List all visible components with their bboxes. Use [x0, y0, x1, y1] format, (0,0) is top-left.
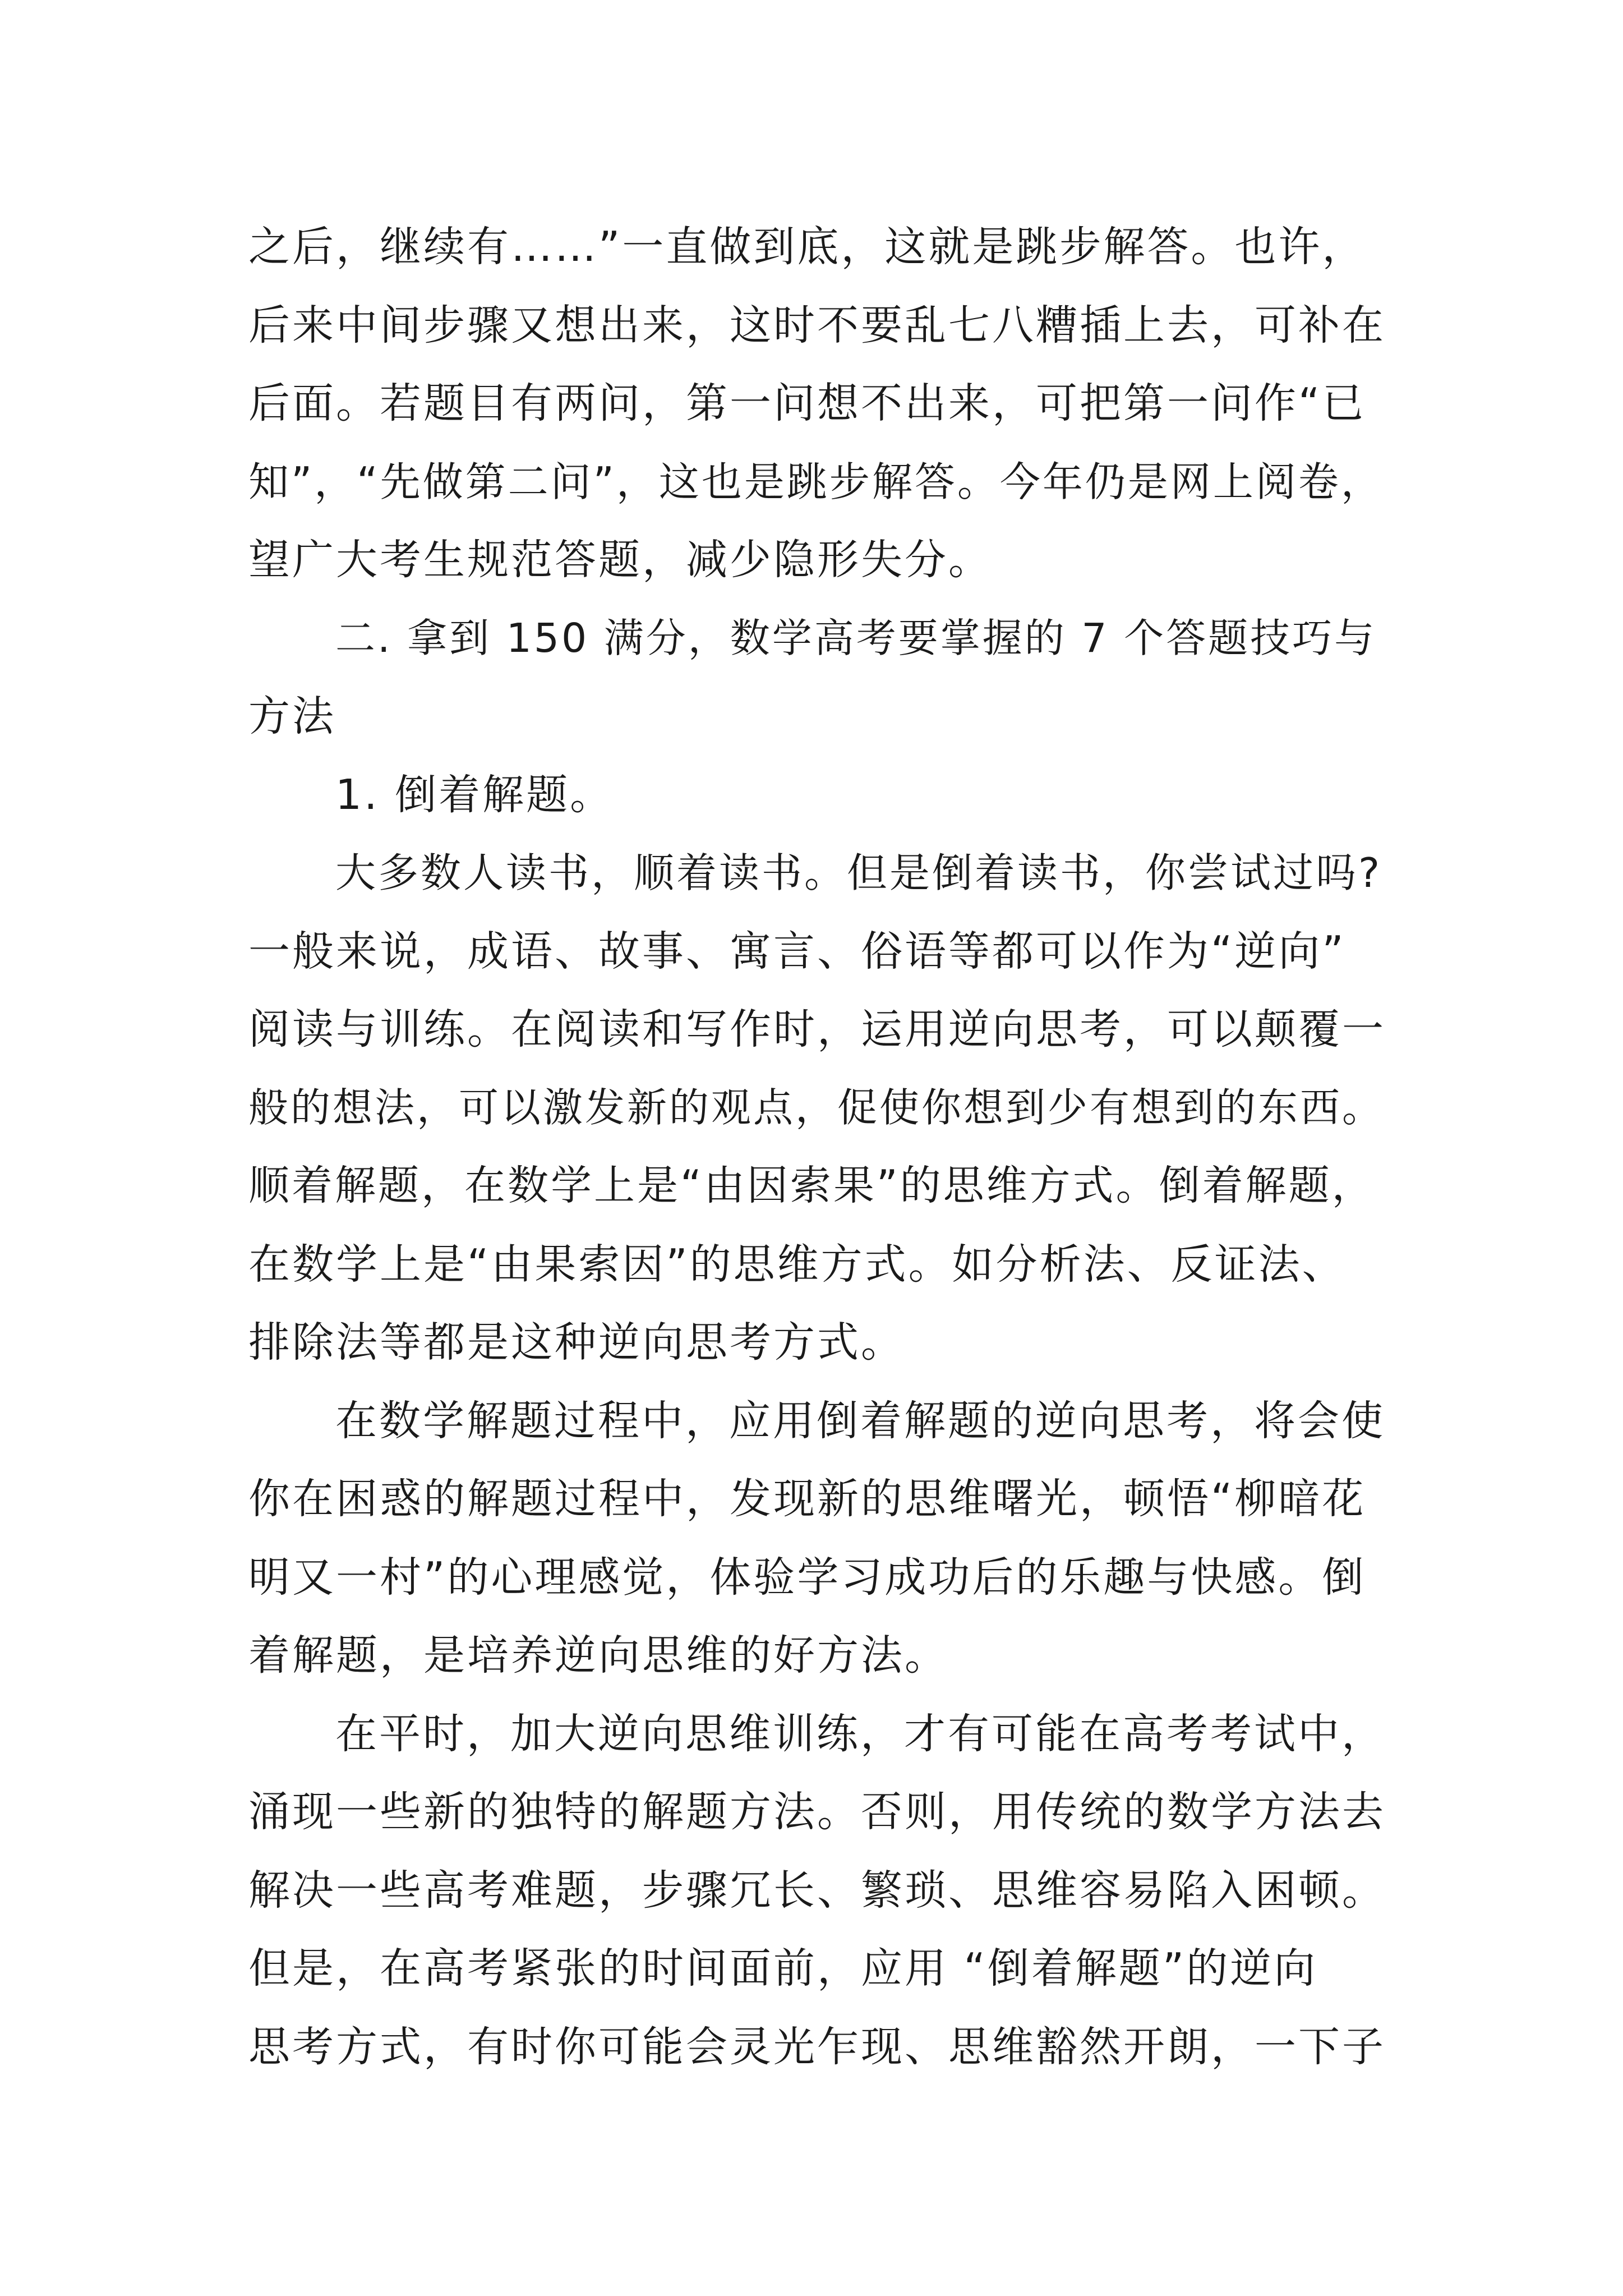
text-line: 思考方式，有时你可能会灵光乍现、思维豁然开朗，一下子 — [248, 2023, 1386, 2071]
text-line: 但是，在高考紧张的时间面前，应用 “倒着解题”的逆向 — [248, 1944, 1318, 1993]
text-line: 阅读与训练。在阅读和写作时，运用逆向思考，可以颠覆一 — [248, 1005, 1386, 1053]
text-line: 在平时，加大逆向思维训练，才有可能在高考考试中， — [335, 1710, 1385, 1758]
text-line: 顺着解题，在数学上是“由因索果”的思维方式。倒着解题， — [248, 1162, 1375, 1209]
text-line: 后来中间步骤又想出来，这时不要乱七八糟插上去，可补在 — [248, 301, 1386, 349]
text-line: 你在困惑的解题过程中，发现新的思维曙光，顿悟“柳暗花 — [248, 1475, 1366, 1523]
text-line: 在数学上是“由果索因”的思维方式。如分析法、反证法、 — [248, 1240, 1346, 1289]
text-line: 知”，“先做第二问”，这也是跳步解答。今年仍是网上阅卷， — [248, 458, 1384, 505]
subsection-heading: 1. 倒着解题。 — [335, 771, 614, 819]
text-line: 解决一些高考难题，步骤冗长、繁琐、思维容易陷入困顿。 — [248, 1866, 1386, 1915]
text-line: 排除法等都是这种逆向思考方式。 — [248, 1318, 905, 1366]
text-line: 一般来说，成语、故事、寓言、俗语等都可以作为“逆向” — [248, 927, 1346, 976]
text-line: 后面。若题目有两问，第一问想不出来，可把第一问作“已 — [248, 379, 1366, 427]
text-line: 着解题，是培养逆向思维的好方法。 — [248, 1631, 948, 1680]
text-line: 望广大考生规范答题，减少隐形失分。 — [248, 536, 992, 584]
text-line: 在数学解题过程中，应用倒着解题的逆向思考，将会使 — [335, 1397, 1385, 1445]
text-line: 之后，继续有……”一直做到底，这就是跳步解答。也许， — [248, 223, 1366, 271]
section-heading: 二. 拿到 150 满分，数学高考要掌握的 7 个答题技巧与 — [335, 615, 1377, 661]
text-line: 明又一村”的心理感觉，体验学习成功后的乐趣与快感。倒 — [248, 1553, 1366, 1602]
section-heading-continued: 方法 — [248, 692, 336, 740]
text-line: 般的想法，可以激发新的观点，促使你想到少有想到的东西。 — [248, 1084, 1385, 1131]
text-line: 大多数人读书，顺着读书。但是倒着读书，你尝试过吗? — [335, 849, 1382, 896]
text-line: 涌现一些新的独特的解题方法。否则，用传统的数学方法去 — [248, 1788, 1386, 1836]
